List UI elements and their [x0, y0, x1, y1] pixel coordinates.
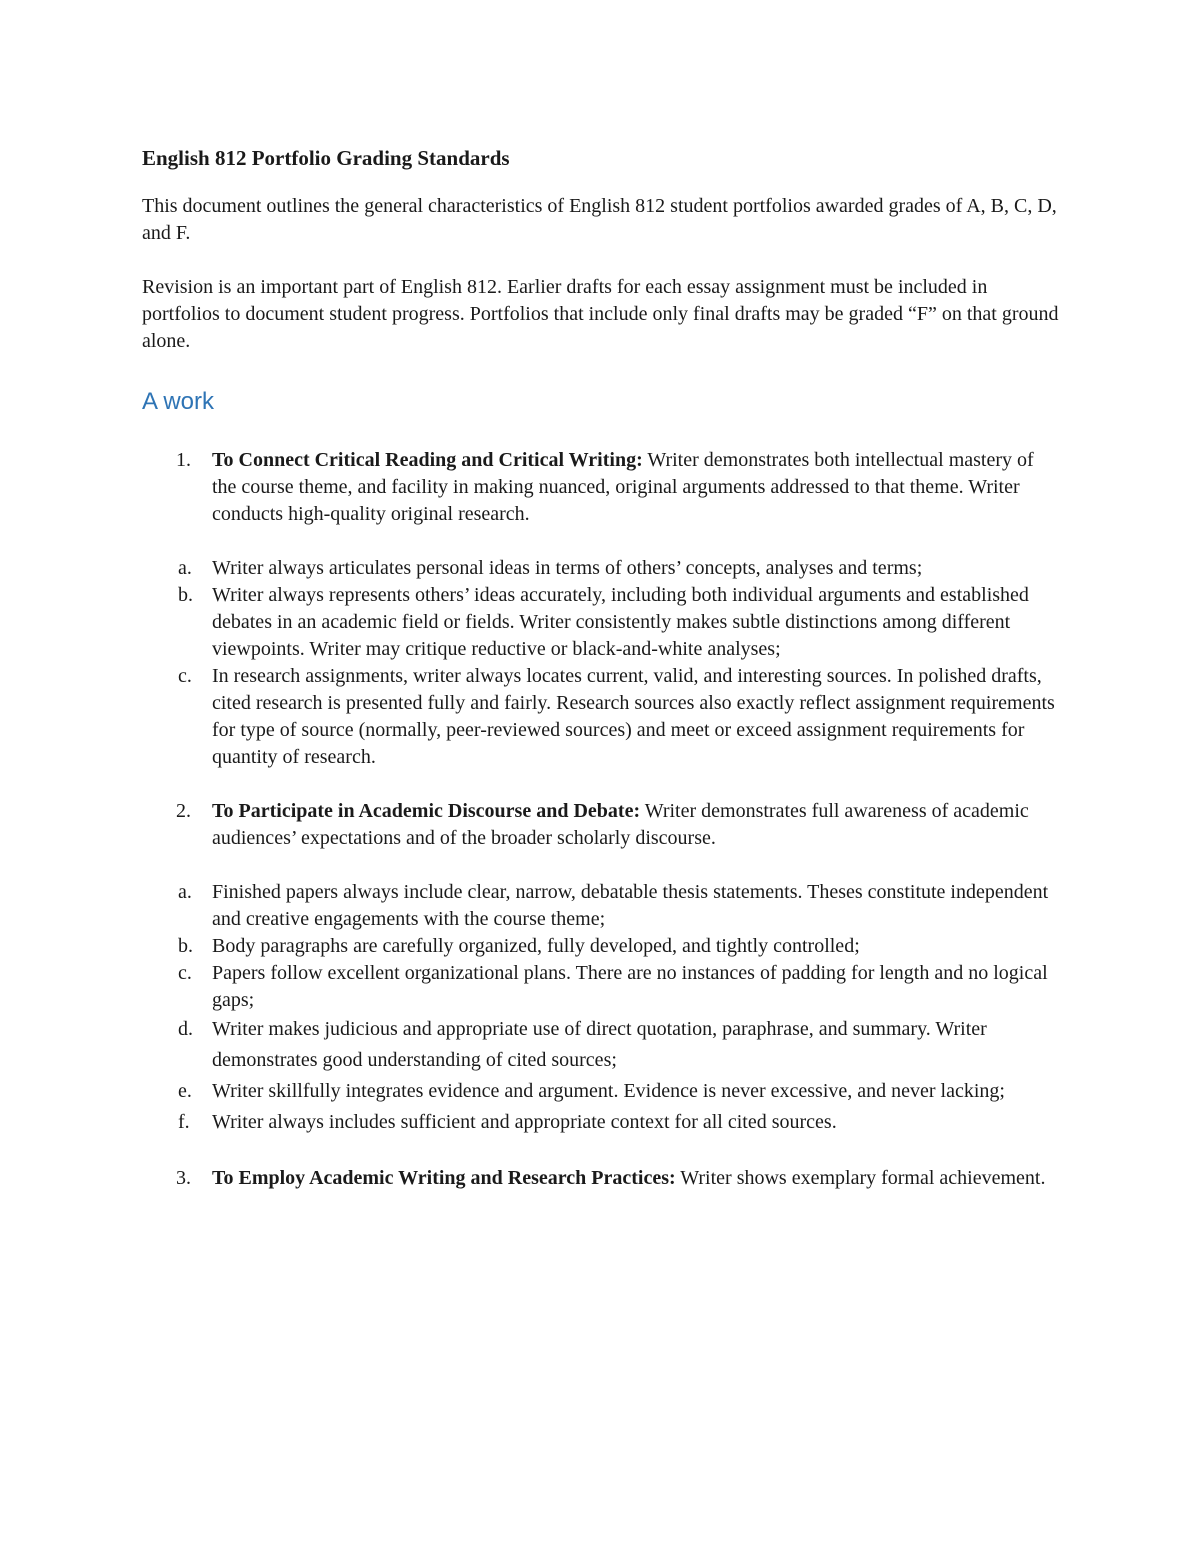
sub-item [178, 663, 1062, 771]
sub-list [142, 555, 1062, 771]
sub-item-letter: b. [178, 584, 193, 606]
criterion-item [142, 1165, 1062, 1192]
sub-item [178, 1107, 1062, 1138]
sub-item-letter: e. [178, 1080, 192, 1102]
document-title: English 812 Portfolio Grading Standards [142, 146, 510, 170]
intro-paragraph: This document outlines the general characteristics of English 812 student portfolios awarded grades of A, B, C, D, and F. [142, 195, 1057, 244]
criterion-item [142, 798, 1062, 852]
criteria-list [142, 447, 1062, 1192]
sub-item-text: Writer always articulates personal ideas in terms of others’ concepts, analyses and terms; [212, 557, 923, 579]
criterion-text: Writer shows exemplary formal achievement. [675, 1167, 1046, 1189]
sub-item [178, 960, 1062, 1014]
sub-item-text: In research assignments, writer always locates current, valid, and interesting sources. In polished drafts, cited research is presented fully and fairly. Research sources also exactly reflect assignment requirements for type of source (normally, peer-reviewed sources) and meet or exceed assignment requirements for quantity of research. [212, 665, 1055, 768]
sub-item [178, 582, 1062, 663]
sub-item-letter: f. [178, 1111, 190, 1133]
sub-item-letter: c. [178, 665, 192, 687]
sub-item-letter: a. [178, 881, 192, 903]
sub-item [178, 555, 1062, 582]
sub-item-letter: a. [178, 557, 192, 579]
sub-item-text: Finished papers always include clear, narrow, debatable thesis statements. Theses constitute independent and creative engagements with the course theme; [212, 881, 1049, 930]
sub-item-text: Papers follow excellent organizational plans. There are no instances of padding for length and no logical gaps; [212, 962, 1048, 1011]
sub-item-text: Body paragraphs are carefully organized, fully developed, and tightly controlled; [212, 935, 860, 957]
sub-item-letter: c. [178, 962, 192, 984]
criterion-lead: To Employ Academic Writing and Research Practices: [212, 1167, 676, 1189]
sub-list [142, 879, 1062, 1138]
sub-item [178, 1014, 1062, 1076]
section-heading-a-work: A work [142, 388, 215, 415]
criterion-text: Writer demonstrates both intellectual mastery of the course theme, and facility in making nuanced, original arguments addressed to that theme. Writer conducts high-quality original research. [212, 449, 1034, 525]
sub-item [178, 933, 1062, 960]
criterion-2-subitems [142, 879, 1062, 1138]
sub-item-text: Writer always includes sufficient and appropriate context for all cited sources. [212, 1111, 837, 1133]
sub-item [178, 879, 1062, 933]
sub-item-text: Writer always represents others’ ideas accurately, including both individual arguments and established debates in an academic field or fields. Writer consistently makes subtle distinctions among different viewpoints. Writer may critique reductive or black-and-white analyses; [212, 584, 1029, 660]
criterion-number: 2. [176, 800, 191, 822]
criterion-number: 3. [176, 1167, 191, 1189]
revision-paragraph: Revision is an important part of English 812. Earlier drafts for each essay assignment must be included in portfolios to document student progress. Portfolios that include only final drafts may be graded “F” on that ground alone. [142, 276, 1059, 352]
sub-item-text: Writer skillfully integrates evidence and argument. Evidence is never excessive, and never lacking; [212, 1080, 1005, 1102]
sub-item-letter: b. [178, 935, 193, 957]
criterion-number: 1. [176, 449, 191, 471]
sub-item-letter: d. [178, 1018, 193, 1040]
criterion-text: Writer demonstrates full awareness of academic audiences’ expectations and of the broader scholarly discourse. [212, 800, 1029, 849]
sub-item-text: Writer makes judicious and appropriate use of direct quotation, paraphrase, and summary. Writer demonstrates good understanding of cited sources; [212, 1018, 987, 1071]
document-page [142, 140, 1062, 1192]
criterion-lead: To Participate in Academic Discourse and Debate: [212, 800, 641, 822]
sub-item [178, 1076, 1062, 1107]
criterion-1-subitems [142, 555, 1062, 771]
criterion-item [142, 447, 1062, 528]
criterion-lead: To Connect Critical Reading and Critical Writing: [212, 449, 643, 471]
